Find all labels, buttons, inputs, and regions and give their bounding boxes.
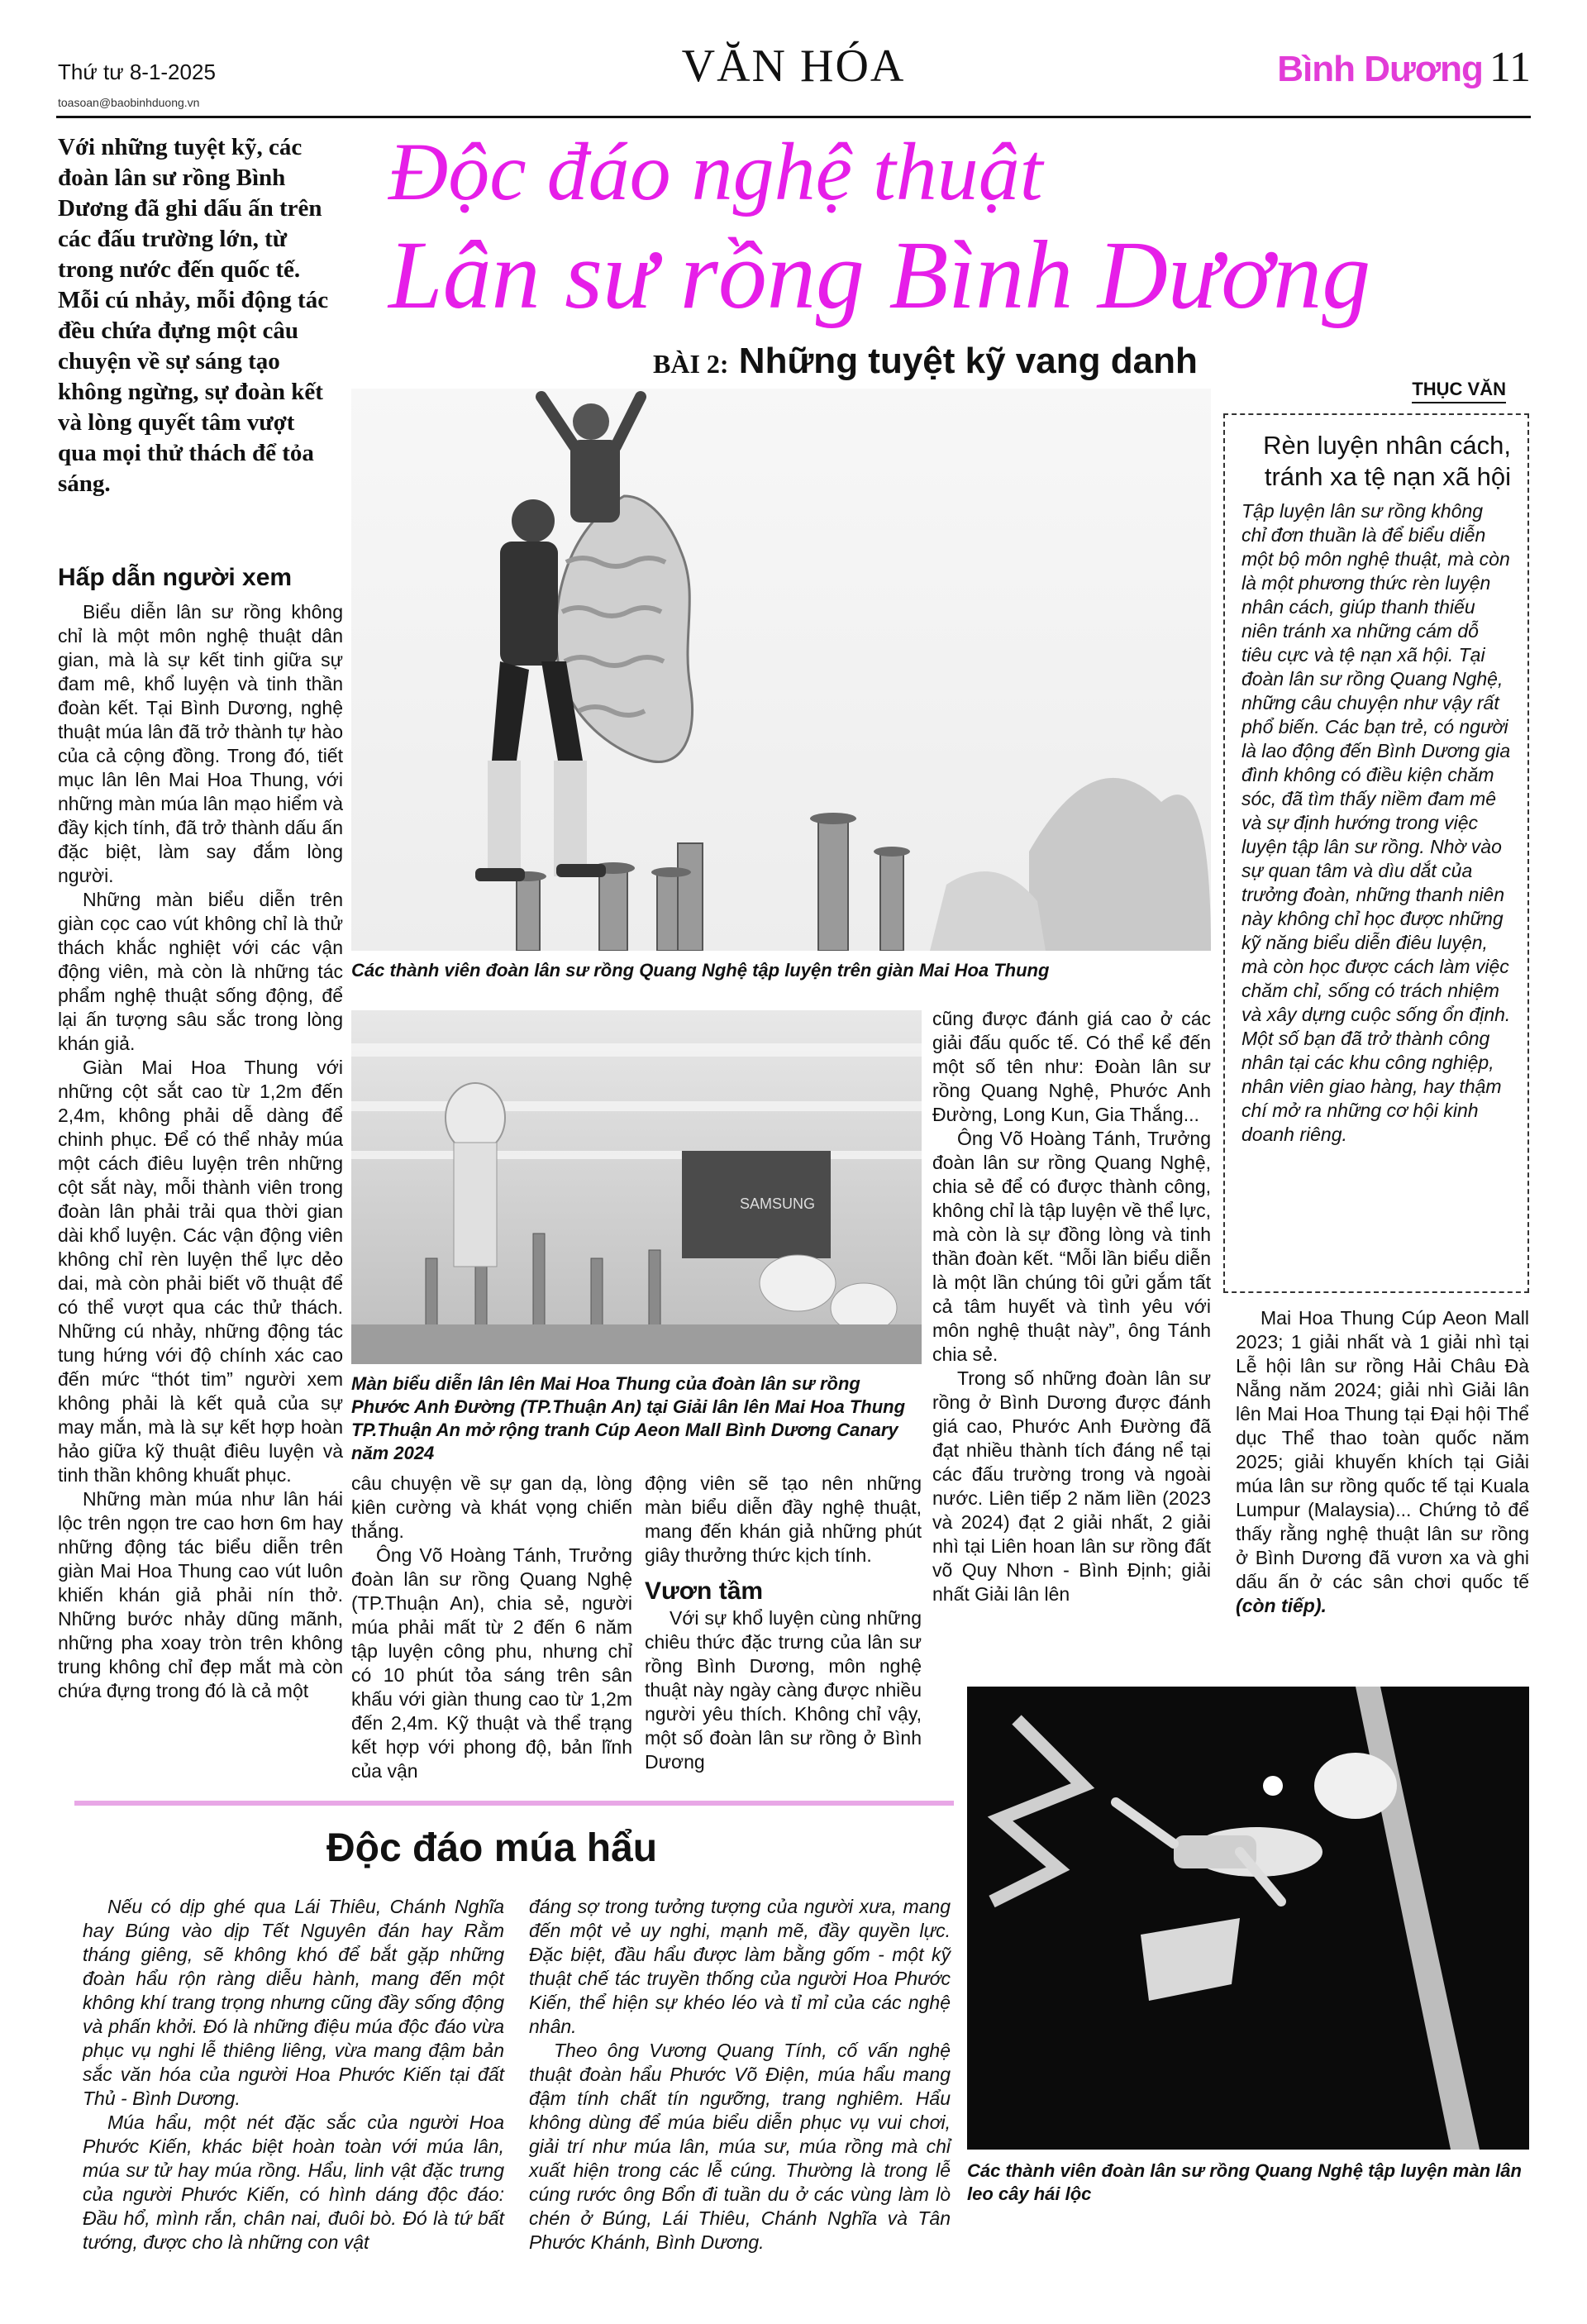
mall-sign-text: SAMSUNG [740, 1195, 816, 1212]
article-lead: Với những tuyệt kỹ, các đoàn lân sư rồng Bình Dương đã ghi dấu ấn trên các đấu trường lớn, từ trong nước đến quốc tế. Mỗi cú nhảy, mỗi động tác đều chứa đựng một câu chuyện về sự sáng tạo không ngừng, sự đoàn kết và lòng quyết tâm vượt qua mọi thử thách để tỏa sáng. [58, 134, 329, 497]
col5-paragraph-1 [1236, 1306, 1529, 1618]
article-subtitle [653, 341, 1198, 382]
header-rule [56, 116, 1531, 118]
caption-photo-2: Màn biểu diễn lân lên Mai Hoa Thung của đoàn lân sư rồng Phước Anh Đường (TP.Thuận An) tại Giải lân lên Mai Hoa Thung TP.Thuận An mở rộng tranh Cúp Aeon Mall Bình Dương Canary năm 2024 [351, 1373, 906, 1463]
headline-line-1: Độc đáo nghệ thuật [388, 126, 1043, 217]
photo3-illustration [967, 1687, 1529, 2150]
col5-text: Mai Hoa Thung Cúp Aeon Mall 2023; 1 giải nhất và 1 giải nhì tại Lễ hội lân sư rồng Hải Châu Đà Nẵng năm 2024; giải nhì Giải lân lên Mai Hoa Thung tại Đại hội Thể dục Thể thao toàn quốc năm 2025; giải khuyến khích tại Giải múa lân sư rồng quốc tế tại Kuala Lumpur (Malaysia)... Chứng tỏ để thấy rằng nghệ thuật lân sư rồng ở Bình Dương đã vươn xa và ghi dấu ấn ở các sân chơi quốc tế [1236, 1307, 1529, 1592]
sidebar-box [1223, 413, 1529, 1293]
col4-paragraph-1: cũng được đánh giá cao ở các giải đấu quốc tế. Có thể kể đến một số tên như: Đoàn lân sư rồng Quang Nghệ, Phước Anh Đường, Long Kun, Gia Thắng... [932, 1008, 1211, 1125]
muahau-col2-paragraph-2: Theo ông Vương Quang Tính, cố vấn nghệ thuật đoàn hẩu Phước Võ Điện, múa hẩu mang đậm tính chất tín ngưỡng, trang nghiêm. Hẩu không dùng để múa biểu diễn phục vụ vui chơi, giải trí như múa lân, múa sư, múa rồng mà chỉ xuất hiện trong các lễ cúng. Thường là trong lễ cúng rước ông Bổn đi tuần du ở các vùng làm lò chén ở Búng, Lái Thiêu, Chánh Nghĩa và Tân Phước Khánh, Bình Dương. [529, 2040, 951, 2253]
muahau-col1-paragraph-2: Múa hẩu, một nét đặc sắc của người Hoa Phước Kiến, khác biệt hoàn toàn với múa lân, múa sư tử hay múa rồng. Hẩu, linh vật đặc trưng của người Phước Kiến, có hình dáng độc đáo: Đầu hổ, mình rắn, chân nai, đuôi bò. Đó là tứ bất tướng, được cho là những con vật [83, 2112, 504, 2253]
col2-paragraph-2: Ông Võ Hoàng Tánh, Trưởng đoàn lân sư rồng Quang Nghệ (TP.Thuận An), chia sẻ, người múa phải mất từ 2 đến 6 năm tập luyện công phu, nhưng chỉ có 10 phút tỏa sáng trên sân khấu với giàn thung cao từ 1,2m đến 2,4m. Kỹ thuật và thể trạng kết hợp với phong độ, bản lĩnh của vận [351, 1544, 632, 1782]
sidebar-title: Rèn luyện nhân cách, tránh xa tệ nạn xã hội [1263, 431, 1511, 491]
issue-date: Thứ tư 8-1-2025 [58, 60, 216, 84]
section-divider-pink [74, 1801, 954, 1806]
brand-logo: Bình Dương [1277, 49, 1483, 89]
muahau-column-2 [529, 1895, 951, 2255]
col4-paragraph-2: Ông Võ Hoàng Tánh, Trưởng đoàn lân sư rồng Quang Nghệ, chia sẻ để có được thành công, không chỉ là tập luyện về thể lực, mà còn là sự đồng lòng và tinh thần đoàn kết. “Mỗi lần biểu diễn là một lần chúng tôi gửi gắm tất cả tâm huyết và tình yêu với môn nghệ thuật này”, ông Tánh chia sẻ. [932, 1128, 1211, 1365]
heading-hap-dan-nguoi-xem: Hấp dẫn người xem [58, 564, 293, 591]
column-1 [58, 600, 343, 1703]
subtitle-text: Những tuyệt kỹ vang danh [738, 341, 1198, 381]
col1-paragraph-4: Những màn múa như lân hái lộc trên ngọn tre cao hơn 6m hay những động tác biểu diễn trên giàn Mai Hoa Thung cao vút luôn khiến khán giả phải nín thở. Những bước nhảy dũng mãnh, những pha xoay tròn trên không trung không chỉ đẹp mắt mà còn chứa đựng trong đó là cả một [58, 1488, 343, 1701]
column-5 [1236, 1306, 1529, 1618]
page-number: 11 [1489, 44, 1531, 91]
column-4 [932, 1007, 1211, 1606]
author-byline: THỤC VĂN [1412, 379, 1506, 403]
column-2 [351, 1472, 632, 1783]
muahau-title: Độc đáo múa hẩu [326, 1826, 658, 1870]
subtitle-prefix: BÀI 2: [653, 349, 729, 379]
col3-paragraph-2: Với sự khổ luyện cùng những chiêu thức đặc trưng của lân sư rồng Bình Dương, môn nghệ thuật này ngày càng được nhiều người yêu thích. Không chỉ vậy, một số đoàn lân sư rồng ở Bình Dương [645, 1607, 922, 1773]
col1-paragraph-2: Những màn biểu diễn trên giàn cọc cao vút không chỉ là thử thách khắc nghiệt với các vận động viên, mà còn là những tác phẩm nghệ thuật sống động, để lại ấn tượng sâu sắc trong lòng khán giả. [58, 889, 343, 1054]
column-3 [645, 1472, 922, 1774]
masthead-brand [1277, 43, 1531, 92]
col2-paragraph-1: câu chuyện về sự gan dạ, lòng kiên cường và khát vọng chiến thắng. [351, 1472, 632, 1542]
col4-paragraph-3: Trong số những đoàn lân sư rồng ở Bình Dương được đánh giá cao, Phước Anh Đường đã đạt nhiều thành tích đáng nể tại các đấu trường trong và ngoài nước. Liên tiếp 2 năm liền (2023 và 2024) đạt 2 giải nhất, 2 giải nhì tại Liên hoan lân sư rồng đất võ Quy Nhơn - Bình Định; giải nhất Giải lân lên [932, 1367, 1211, 1605]
sidebar-text: Tập luyện lân sư rồng không chỉ đơn thuần là để biểu diễn một bộ môn nghệ thuật, mà còn là một phương thức rèn luyện nhân cách, giúp thanh thiếu niên tránh xa những cám dỗ tiêu cực và tệ nạn xã hội. Tại đoàn lân sư rồng Quang Nghệ, những câu chuyện như vậy rất phổ biến. Các bạn trẻ, có người là lao động đến Bình Dương gia đình không có điều kiện chăm sóc, đã tìm thấy niềm đam mê và sự định hướng trong việc luyện tập lân sư rồng. Nhờ vào sự quan tâm và dìu dắt của trưởng đoàn, những thanh niên này không chỉ học được những kỹ năng biểu diễn điêu luyện, mà còn học được cách làm việc chăm chỉ, sống có trách nhiệm và xây dựng cuộc sống ổn định. Một số bạn đã trở thành công nhân tại các khu công nghiệp, nhân viên giao hàng, hay thậm chí mở ra những cơ hội kinh doanh riêng. [1241, 500, 1511, 1145]
muahau-col1-paragraph-1: Nếu có dịp ghé qua Lái Thiêu, Chánh Nghĩa hay Búng vào dịp Tết Nguyên đán hay Rằm tháng giêng, sẽ không khó để bắt gặp những đoàn hẩu rộn ràng diễu hành, mang đến một không khí trang trọng nhưng cũng đầy sống động và phấn khởi. Đó là những điệu múa độc đáo vừa phục vụ nghi lễ thiêng liêng, vừa mang đậm bản sắc văn hóa của người Hoa Phước Kiến tại đất Thủ - Bình Dương. [83, 1896, 504, 2109]
col1-paragraph-1: Biểu diễn lân sư rồng không chỉ là một môn nghệ thuật dân gian, mà là sự kết tinh giữa sự đam mê, khổ luyện và tinh thần đoàn kết. Tại Bình Dương, nghệ thuật múa lân đã trở thành tự hào của cả cộng đồng. Trong đó, tiết mục lân lên Mai Hoa Thung, với những màn múa lân mạo hiểm và đầy kịch tính, đã trở thành dấu ấn đặc biệt, làm say đắm lòng người. [58, 601, 343, 886]
caption-photo-1: Các thành viên đoàn lân sư rồng Quang Nghệ tập luyện trên giàn Mai Hoa Thung [351, 960, 1050, 981]
editorial-email: toasoan@baobinhduong.vn [58, 96, 200, 109]
caption-photo-3: Các thành viên đoàn lân sư rồng Quang Nghệ tập luyện màn lân leo cây hái lộc [967, 2160, 1522, 2204]
muahau-column-1 [83, 1895, 504, 2255]
photo-mai-hoa-thung-practice [351, 389, 1211, 951]
section-title: VĂN HÓA [681, 41, 906, 92]
photo-lion-climbing-pole [967, 1687, 1529, 2150]
col1-paragraph-3: Giàn Mai Hoa Thung với những cột sắt cao từ 1,2m đến 2,4m, không phải dễ dàng để chinh phục. Để có thể nhảy múa một cách điêu luyện trên những cột sắt này, mỗi thành viên trong đoàn lân phải trải qua thời gian dài khổ luyện. Các vận động viên không chỉ rèn luyện thể lực dẻo dai, mà còn phải biết võ thuật để có thể vượt qua các thử thách. Những cú nhảy, những động tác tung hứng với độ chính xác cao đến mức “thót tim” người xem không phải là kết quả của sự may mắn, mà là sự kết hợp hoàn hảo giữa kỹ thuật điêu luyện và tinh thần không khuất phục. [58, 1057, 343, 1486]
photo-phuoc-anh-duong-performance [351, 1010, 922, 1364]
photo1-illustration [351, 389, 1211, 951]
col3-paragraph-1: động viên sẽ tạo nên những màn biểu diễn đầy nghệ thuật, mang đến khán giả những phút giây thưởng thức kịch tính. [645, 1472, 922, 1566]
heading-vuon-tam: Vươn tầm [645, 1577, 764, 1605]
continued-marker: (còn tiếp). [1236, 1595, 1327, 1616]
headline-line-2: Lân sư rồng Bình Dương [388, 221, 1371, 329]
muahau-col2-paragraph-1: đáng sợ trong tưởng tượng của người xưa, mang đến một vẻ uy nghi, mạnh mẽ, đầy quyền lực. Đặc biệt, đầu hẩu được làm bằng gốm - một kỹ thuật chế tác truyền thống của người Hoa Phước Kiến, thể hiện sự khéo léo và tỉ mỉ của các nghệ nhân. [529, 1896, 951, 2037]
photo2-illustration [351, 1010, 922, 1364]
